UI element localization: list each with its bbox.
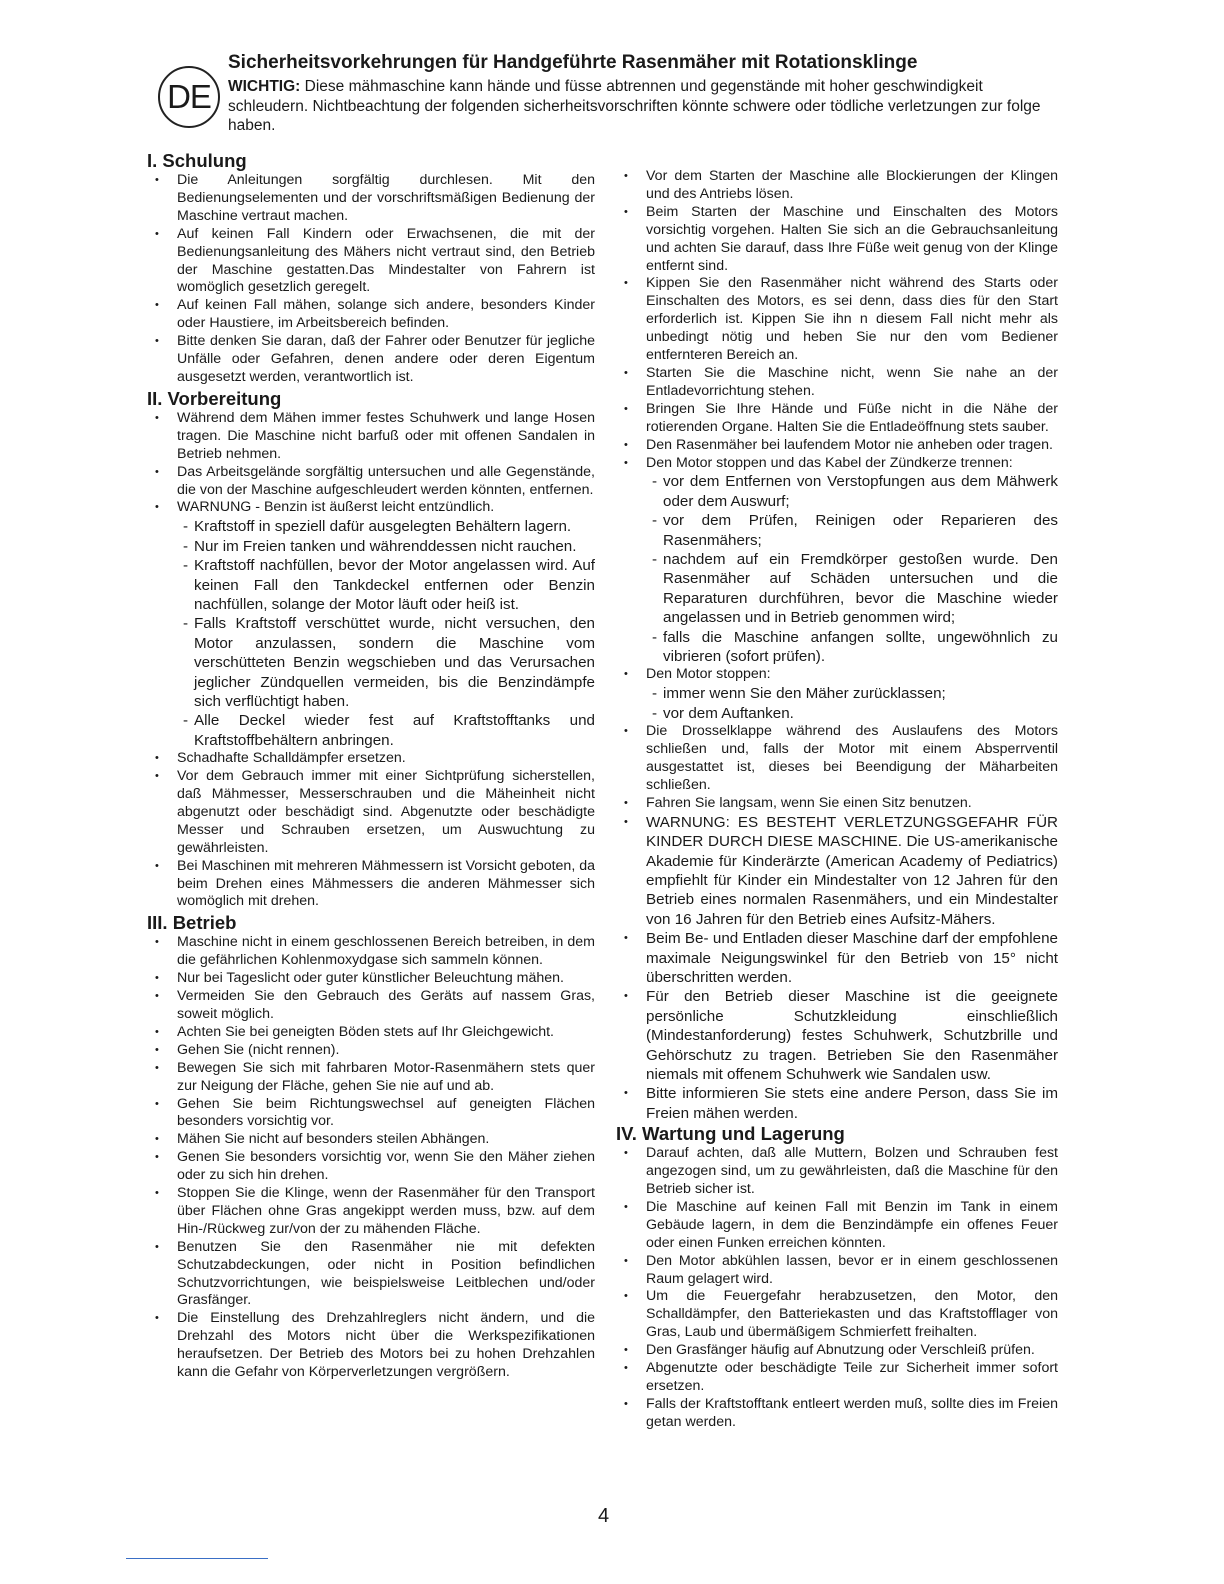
list-item: • Genen Sie besonders vorsichtig vor, wenn Sie den Mäher ziehen oder zu sich hin drehen. [147,1149,595,1185]
list-item: • Die Einstellung des Drehzahlreglers nicht ändern, und die Drehzahl des Motors nicht über die Werkspezifikationen heraufsetzen. Der Betrieb des Motors bei zu hohen Drehzahlen kann die Gefahr von Körperverletzungen vergrößern. [147,1310,595,1382]
list-item: • Bei Maschinen mit mehreren Mähmessern ist Vorsicht geboten, da beim Drehen eines Mähmessers die anderen Mähmesser sich womöglich mit drehen. [147,858,595,912]
warning-intro [228,77,1058,136]
left-column [147,150,595,1382]
section-title-schulung: I. Schulung [147,150,247,171]
motor-stop-sublist [616,684,1058,723]
list-item: • Den Grasfänger häufig auf Abnutzung oder Verschleiß prüfen. [616,1342,1058,1360]
list-item: • Stoppen Sie die Klinge, wenn der Rasenmäher für den Transport über Flächen ohne Gras angekippt werden muss, bzw. auf dem Hin-/Rückweg zur/von der zu mähenden Fläche. [147,1185,595,1239]
list-item: - vor dem Prüfen, Reinigen oder Reparieren des Rasenmähers; [616,511,1058,550]
list-item: - Falls Kraftstoff verschüttet wurde, nicht versuchen, den Motor anzulassen, sondern die Maschine vom verschütteten Benzin wegschieben und das Verursachen jeglicher Zündquellen vermeiden, bis die Benzindämpfe sich verflüchtigt haben. [147,614,595,711]
list-item: - Kraftstoff in speziell dafür ausgelegten Behältern lagern. [147,517,595,536]
list-item: • Den Motor stoppen und das Kabel der Zündkerze trennen: [616,455,1058,473]
list-item: - Nur im Freien tanken und währenddessen nicht rauchen. [147,537,595,556]
list-item: • Die Anleitungen sorgfältig durchlesen. Mit den Bedienungselementen und der vorschriftsmäßigen Bedienung der Maschine vertraut machen. [147,172,595,226]
list-item: • Beim Be- und Entladen dieser Maschine darf der empfohlene maximale Neigungswinkel für den Betrieb von 15° nicht überschritten werden. [616,929,1058,987]
fuel-sublist [147,517,595,750]
list-item: • Kippen Sie den Rasenmäher nicht während des Starts oder Einschalten des Motors, es sei denn, dass dies für den Start erforderlich ist. Kippen Sie ihn n diesem Fall nicht mehr als unbedingt nötig und heben Sie nur den vom Bediener entfernteren Bereich an. [616,275,1058,365]
language-badge-de: DE [158,66,220,128]
list-item: - immer wenn Sie den Mäher zurücklassen; [616,684,1058,703]
list-item: • Während dem Mähen immer festes Schuhwerk und lange Hosen tragen. Die Maschine nicht barfuß oder mit offenen Sandalen in Betrieb nehmen. [147,410,595,464]
section-title-vorbereitung: II. Vorbereitung [147,387,282,409]
list-item: • WARNUNG - Benzin ist äußerst leicht entzündlich. [147,499,595,517]
right-column [616,168,1058,1432]
list-item: • Den Motor stoppen: [616,666,1058,684]
list-item: • Für den Betrieb dieser Maschine ist die geeignete persönliche Schutzkleidung einschließlich (Mindestanforderung) festes Schuhwerk, Schutzbrille und Gehörschutz zu tragen. Betrieben Sie den Rasenmäher niemals mit offenem Schuhwerk wie Sandalen usw. [616,987,1058,1084]
list-item: • Falls der Kraftstofftank entleert werden muß, sollte dies im Freien getan werden. [616,1396,1058,1432]
list-item: - vor dem Auftanken. [616,704,1058,723]
list-item: • Vermeiden Sie den Gebrauch des Geräts auf nassem Gras, soweit möglich. [147,988,595,1024]
list-item: • Mähen Sie nicht auf besonders steilen Abhängen. [147,1131,595,1149]
list-item: • Das Arbeitsgelände sorgfältig untersuchen und alle Gegenstände, die von der Maschine aufgeschleudert werden könnten, entfernen. [147,464,595,500]
list-item: • Nur bei Tageslicht oder guter künstlicher Beleuchtung mähen. [147,970,595,988]
list-item: • Maschine nicht in einem geschlossenen Bereich betreiben, in dem die gefährlichen Kohlenmoxydgase sich sammeln können. [147,934,595,970]
list-item: • Starten Sie die Maschine nicht, wenn Sie nahe an der Entladevorrichtung stehen. [616,365,1058,401]
stop-sublist [616,472,1058,666]
list-item: • Bitte denken Sie daran, daß der Fahrer oder Benutzer für jegliche Unfälle oder Gefahren, denen andere oder deren Eigentum ausgesetzt werden, verantwortlich ist. [147,333,595,387]
list-item: • Auf keinen Fall mähen, solange sich andere, besonders Kinder oder Haustiere, im Arbeitsbereich befinden. [147,297,595,333]
list-item: • Die Maschine auf keinen Fall mit Benzin im Tank in einem Gebäude lagern, in dem die Benzindämpfe ein offenes Feuer oder einen Funken erreichen könnten. [616,1199,1058,1253]
list-item: • Gehen Sie (nicht rennen). [147,1042,595,1060]
list-item: • Bewegen Sie sich mit fahrbaren Motor-Rasenmähern stets quer zur Neigung der Fläche, gehen Sie nie auf und ab. [147,1060,595,1096]
list-item: • Die Drosselklappe während des Auslaufens des Motors schließen und, falls der Motor mit einem Absperrventil ausgestattet ist, dieses bei Beendigung der Mäharbeiten schließen. [616,723,1058,795]
section-title-betrieb: III. Betrieb [147,912,237,934]
list-item: • Achten Sie bei geneigten Böden stets auf Ihr Gleichgewicht. [147,1024,595,1042]
section-title-wartung: IV. Wartung und Lagerung [616,1123,845,1145]
warning-text: Diese mähmaschine kann hände und füsse abtrennen und gegenstände mit hoher geschwindigkeit schleudern. Nichtbeachtung der folgenden sicherheitsvorschriften könnte schwere oder tödliche verletzungen zur folge haben. [228,78,1041,134]
list-item: • Fahren Sie langsam, wenn Sie einen Sitz benutzen. [616,795,1058,813]
list-item: • Schadhafte Schalldämpfer ersetzen. [147,750,595,768]
list-item: • WARNUNG: ES BESTEHT VERLETZUNGSGEFAHR FÜR KINDER DURCH DIESE MASCHINE. Die US-amerikanische Akademie für Kinderärzte (American Academy of Pediatrics) empfiehlt für Kinder ein Mindestalter von 12 Jahren für den Betrieb eines normalen Rasenmähers, und ein Mindestalter von 16 Jahren für den Betrieb eines Aufsitz-Mähers. [616,813,1058,929]
motor-stop-list [616,666,1058,684]
list-item: - Kraftstoff nachfüllen, bevor der Motor angelassen wird. Auf keinen Fall den Tankdeckel entfernen oder Benzin nachfüllen, solange der Motor läuft oder heiß ist. [147,556,595,614]
list-item: • Benutzen Sie den Rasenmäher nie mit defekten Schutzabdeckungen, oder nicht in Position befindlichen Schutzvorrichtungen, wie beispielsweise Leitblechen und/oder Grasfänger. [147,1239,595,1311]
list-item: • Um die Feuergefahr herabzusetzen, den Motor, den Schalldämpfer, den Batteriekasten und das Kraftstofflager von Gras, Laub und übermäßigem Schmierfett freihalten. [616,1288,1058,1342]
list-item: • Darauf achten, daß alle Muttern, Bolzen und Schrauben fest angezogen sind, um zu gewährleisten, daß die Maschine für den Betrieb sicher ist. [616,1145,1058,1199]
list-item: • Den Rasenmäher bei laufendem Motor nie anheben oder tragen. [616,437,1058,455]
betrieb-list-cont [616,168,1058,472]
list-item: • Bitte informieren Sie stets eine andere Person, dass Sie im Freien mähen werden. [616,1084,1058,1123]
vorbereitung-list-cont [147,750,595,911]
vorbereitung-list [147,410,595,517]
list-item: • Abgenutzte oder beschädigte Teile zur Sicherheit immer sofort ersetzen. [616,1360,1058,1396]
page-title: Sicherheitsvorkehrungen für Handgeführte Rasenmäher mit Rotationsklinge [228,52,918,73]
schulung-list [147,172,595,387]
betrieb-list-cont-2 [616,723,1058,1123]
list-item: • Bringen Sie Ihre Hände und Füße nicht in die Nähe der rotierenden Organe. Halten Sie die Entladeöffnung stets sauber. [616,401,1058,437]
list-item: - Alle Deckel wieder fest auf Kraftstofftanks und Kraftstoffbehältern anbringen. [147,711,595,750]
list-item: • Vor dem Starten der Maschine alle Blockierungen der Klingen und des Antriebs lösen. [616,168,1058,204]
list-item: • Auf keinen Fall Kindern oder Erwachsenen, die mit der Bedienungsanleitung des Mähers nicht vertraut sind, den Betrieb der Maschine gestatten.Das Mindestalter von Fahrern ist womöglich gesetzlich geregelt. [147,226,595,298]
page-number: 4 [598,1505,610,1527]
list-item: • Beim Starten der Maschine und Einschalten des Motors vorsichtig vorgehen. Halten Sie sich an die Gebrauchsanleitung und achten Sie darauf, dass Ihre Füße weit genug von der Klinge entfernt sind. [616,204,1058,276]
list-item: - falls die Maschine anfangen sollte, ungewöhnlich zu vibrieren (sofort prüfen). [616,628,1058,667]
wartung-list [616,1145,1058,1432]
list-item: • Gehen Sie beim Richtungswechsel auf geneigten Flächen besonders vorsichtig vor. [147,1096,595,1132]
list-item: • Vor dem Gebrauch immer mit einer Sichtprüfung sicherstellen, daß Mähmesser, Messerschrauben und die Mäheinheit nicht abgenutzt oder beschädigt sind. Abgenutzte oder beschädigte Messer und Schrauben ersetzen, um Auswuchtung zu gewährleisten. [147,768,595,858]
list-item: • Den Motor abkühlen lassen, bevor er in einem geschlossenen Raum gelagert wird. [616,1253,1058,1289]
list-item: - nachdem auf ein Fremdkörper gestoßen wurde. Den Rasenmäher auf Schäden untersuchen und die Reparaturen durchführen, bevor die Maschine wieder angelassen und in Betrieb genommen wird; [616,550,1058,628]
warning-label: WICHTIG: [228,78,301,95]
list-item: - vor dem Entfernen von Verstopfungen aus dem Mähwerk oder dem Auswurf; [616,472,1058,511]
betrieb-list [147,934,595,1382]
footer-divider [126,1558,268,1559]
